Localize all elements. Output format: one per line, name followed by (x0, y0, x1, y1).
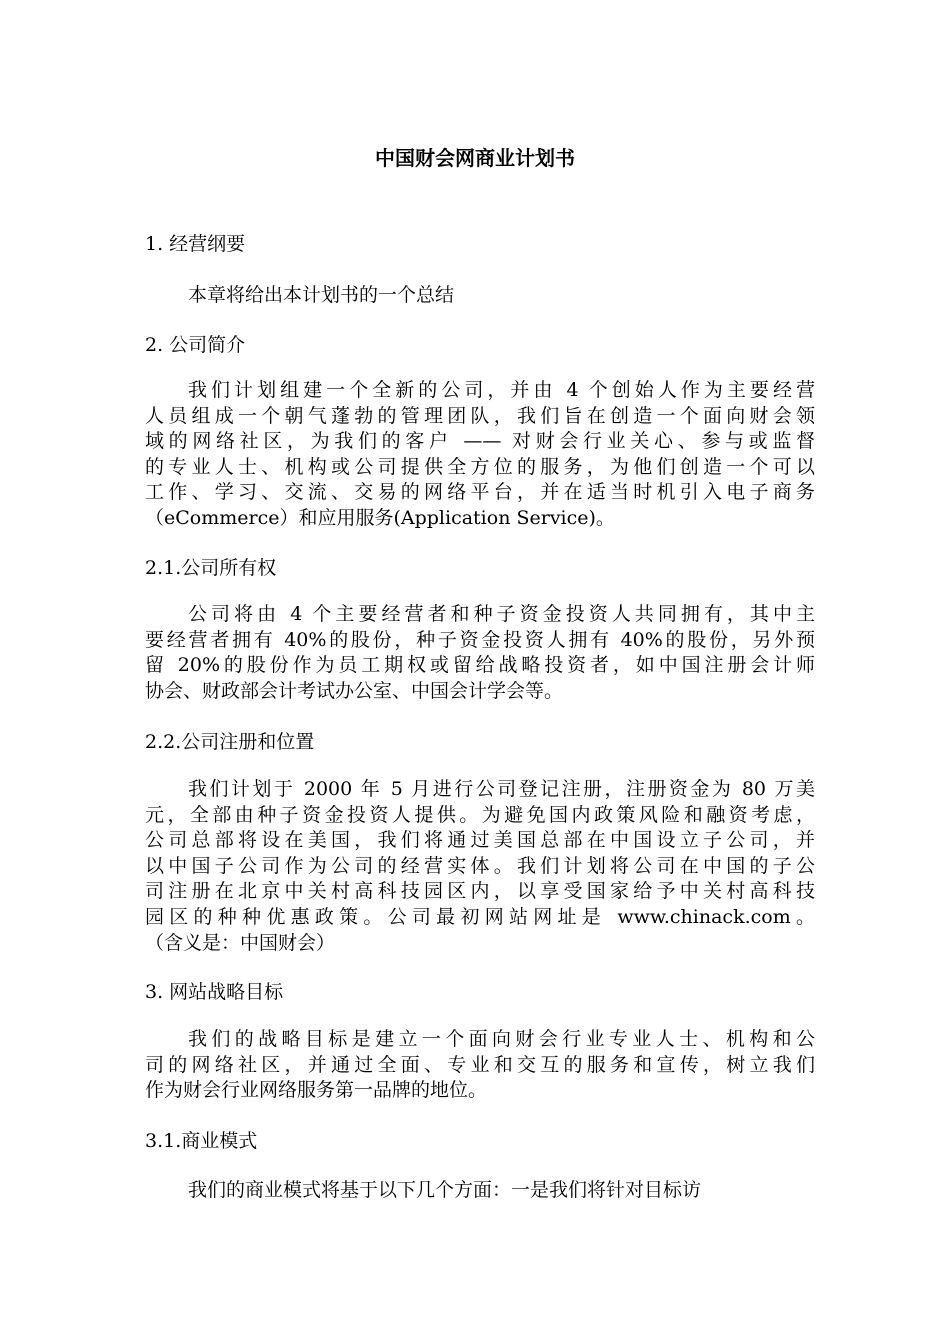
paragraph-line: 人员组成一个朝气蓬勃的管理团队，我们旨在创造一个面向财会领 (145, 404, 815, 427)
paragraph-line: 协会、财政部会计考试办公室、中国会计学会等。 (145, 679, 564, 702)
paragraph-line: 作为财会行业网络服务第一品牌的地位。 (145, 1079, 488, 1102)
paragraph-line: 留 20%的股份作为员工期权或留给战略投资者，如中国注册会计师 (145, 654, 815, 677)
paragraph-line: 域的网络社区，为我们的客户 —— 对财会行业关心、参与或监督 (145, 430, 815, 453)
section-paragraph-1 (145, 283, 815, 309)
paragraph-line: 司注册在北京中关村高科技园区内，以享受国家给予中关村高科技 (145, 880, 815, 903)
paragraph-line: 公司将由 4 个主要经营者和种子资金投资人共同拥有，其中主 (188, 603, 815, 625)
paragraph-line: 工作、学习、交流、交易的网络平台，并在适当时机引入电子商务 (145, 481, 815, 504)
section-heading-2-2: 2.2.公司注册和位置 (145, 731, 315, 753)
section-heading-3-1: 3.1.商业模式 (145, 1130, 258, 1152)
paragraph-line: 我们的商业模式将基于以下几个方面：一是我们将针对目标访 (188, 1179, 702, 1201)
section-paragraph-3-1 (145, 1178, 815, 1204)
paragraph-line: 元，全部由种子资金投资人提供。为避免国内政策风险和融资考虑， (145, 803, 815, 826)
section-heading-2: 2. 公司简介 (145, 334, 246, 356)
paragraph-line: 要经营者拥有 40%的股份，种子资金投资人拥有 40%的股份，另外预 (145, 628, 815, 651)
paragraph-line: 公司总部将设在美国，我们将通过美国总部在中国设立子公司，并 (145, 829, 815, 852)
section-heading-2-1: 2.1.公司所有权 (145, 557, 277, 579)
section-paragraph-2-2 (145, 777, 815, 956)
document-title: 中国财会网商业计划书 (375, 146, 575, 170)
paragraph-line: 的专业人士、机构或公司提供全方位的服务，为他们创造一个可以 (145, 455, 815, 478)
paragraph-line: 我们的战略目标是建立一个面向财会行业专业人士、机构和公 (188, 1028, 815, 1050)
section-heading-1: 1. 经营纲要 (145, 233, 246, 255)
paragraph-line: 我们计划于 2000 年 5 月进行公司登记注册，注册资金为 80 万美 (188, 778, 815, 800)
section-paragraph-3 (145, 1027, 815, 1104)
paragraph-line: 司的网络社区，并通过全面、专业和交互的服务和宣传，树立我们 (145, 1053, 815, 1076)
paragraph-line: （eCommerce）和应用服务(Application Service)。 (145, 506, 615, 529)
section-heading-3: 3. 网站战略目标 (145, 981, 284, 1003)
paragraph-line: （含义是：中国财会） (145, 931, 336, 954)
paragraph-line: 本章将给出本计划书的一个总结 (188, 284, 455, 306)
section-paragraph-2-1 (145, 602, 815, 704)
paragraph-line: 我们计划组建一个全新的公司，并由 4 个创始人作为主要经营 (188, 379, 815, 401)
paragraph-line: 园区的种种优惠政策。公司最初网站网址是 www.chinack.com。 (145, 905, 815, 928)
paragraph-line: 以中国子公司作为公司的经营实体。我们计划将公司在中国的子公 (145, 854, 815, 877)
section-paragraph-2 (145, 378, 815, 532)
